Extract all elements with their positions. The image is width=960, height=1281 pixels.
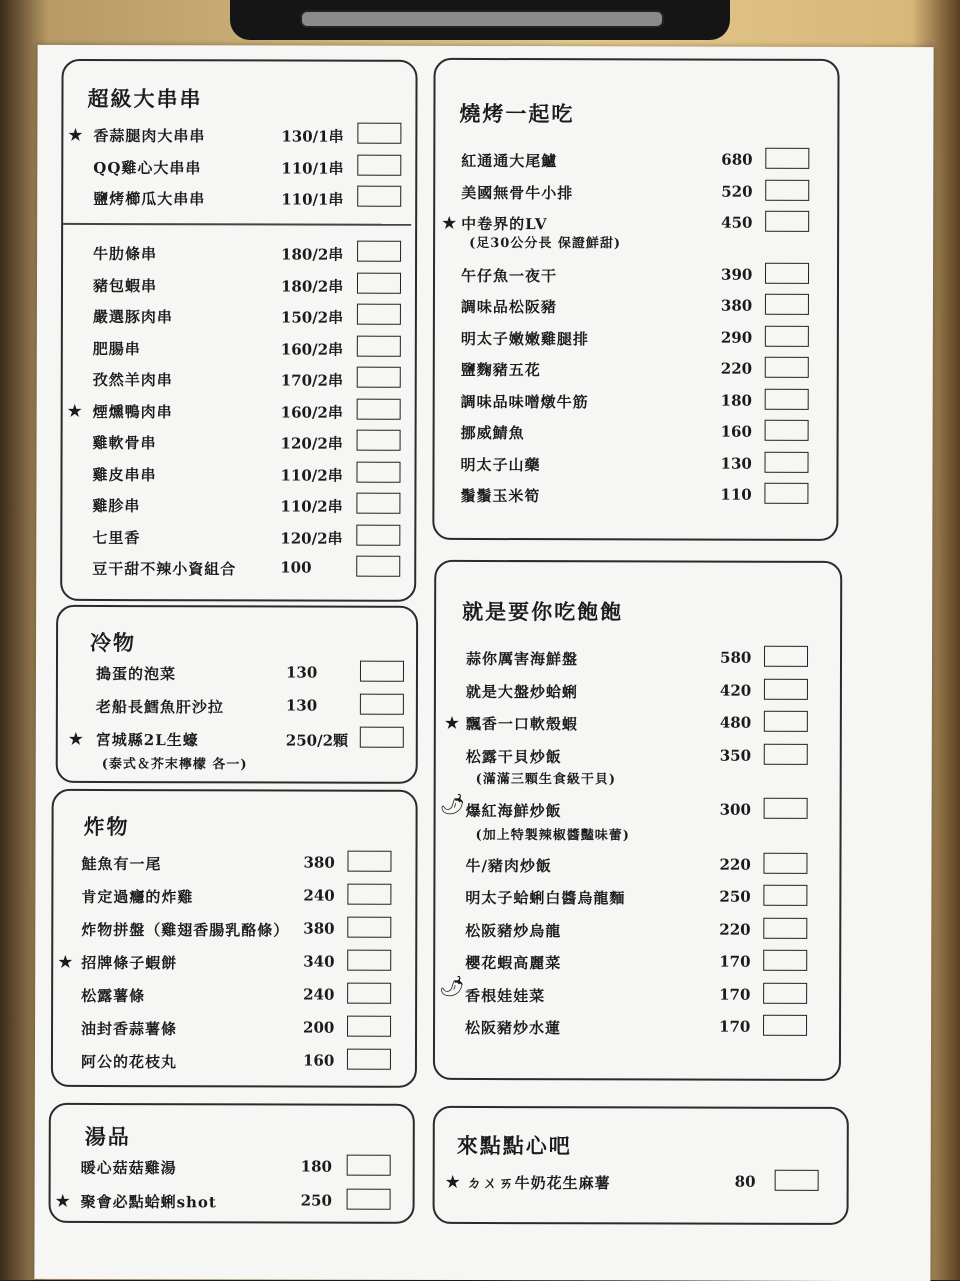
item-name: 肥腸串 [92, 339, 141, 358]
item-price: 180/2串 [280, 276, 344, 296]
order-quantity-box[interactable] [764, 646, 808, 667]
item-price: 130 [720, 454, 752, 473]
item-note: (加上特製辣椒醬豔味蕾) [475, 827, 630, 844]
order-quantity-box[interactable] [360, 727, 404, 748]
menu-item [57, 853, 393, 876]
menu-item [67, 156, 403, 179]
order-quantity-box[interactable] [360, 694, 404, 715]
section-divider [63, 223, 411, 225]
item-name: 孜然羊肉串 [92, 370, 173, 390]
item-price: 80 [734, 1172, 756, 1191]
menu-item [57, 985, 393, 1008]
order-quantity-box[interactable] [763, 950, 807, 971]
order-quantity-box[interactable] [357, 186, 401, 207]
star-icon: ★ [443, 712, 461, 734]
item-price: 180/2串 [281, 245, 344, 264]
item-price: 170 [719, 1017, 751, 1036]
item-price: 240 [303, 985, 335, 1004]
item-price: 220 [719, 920, 751, 939]
order-quantity-box[interactable] [764, 711, 808, 732]
order-quantity-box[interactable] [357, 367, 401, 388]
item-price: 450 [721, 213, 753, 232]
item-price: 180 [720, 391, 753, 410]
menu-item [57, 919, 393, 942]
item-price: 250 [719, 887, 751, 906]
item-name: 搗蛋的泡菜 [95, 664, 177, 684]
item-note: (泰式＆芥末檸檬 各一) [101, 756, 248, 773]
order-quantity-box[interactable] [775, 1170, 819, 1191]
item-name: 爆紅海鮮炒飯 [465, 801, 562, 821]
item-name: 嚴選豚肉串 [92, 307, 173, 327]
item-name: 牛肋條串 [93, 244, 158, 264]
item-name: 肯定過癮的炸雞 [81, 887, 194, 907]
order-quantity-box[interactable] [765, 325, 809, 346]
star-icon: ★ [57, 951, 74, 973]
menu-item [67, 125, 403, 148]
order-quantity-box[interactable] [764, 483, 808, 504]
item-price: 220 [719, 855, 751, 874]
item-price: 130 [285, 696, 318, 715]
order-quantity-box[interactable] [360, 661, 404, 682]
item-name: 油封香蒜薯條 [81, 1019, 178, 1039]
item-price: 100 [280, 558, 312, 577]
item-name: 鮭魚有一尾 [81, 854, 162, 874]
item-note: (足30公分長 保證鮮甜) [469, 235, 622, 252]
item-price: 200 [303, 1018, 335, 1037]
menu-item [443, 919, 809, 942]
menu-item [440, 485, 810, 508]
order-quantity-box[interactable] [357, 398, 401, 419]
menu-item [441, 390, 811, 413]
order-quantity-box[interactable] [347, 1049, 391, 1070]
star-icon: ★ [67, 124, 84, 146]
item-price: 480 [719, 713, 752, 732]
chili-pepper-icon: 🌶 [439, 791, 466, 816]
order-quantity-box[interactable] [763, 982, 807, 1003]
menu-item [55, 1191, 393, 1214]
menu-item [68, 696, 406, 719]
menu-item [444, 745, 810, 768]
star-icon: ★ [66, 400, 83, 422]
order-quantity-box[interactable] [765, 294, 809, 315]
item-price: 110/2串 [280, 497, 343, 516]
item-name: 阿公的花枝丸 [80, 1052, 177, 1072]
item-price: 110/1串 [281, 190, 344, 209]
item-name: 雞軟骨串 [92, 433, 157, 453]
item-name: 暖心菇菇雞湯 [80, 1158, 177, 1178]
item-name: 鹽烤櫛瓜大串串 [93, 189, 206, 209]
star-icon: ★ [441, 212, 458, 234]
menu-item [441, 264, 811, 287]
chili-pepper-icon: 🌶 [439, 973, 465, 998]
item-price: 290 [720, 328, 753, 347]
section-title: 就是要你吃飽飽 [462, 598, 624, 625]
item-price: 180 [300, 1157, 333, 1176]
item-name: 招牌條子蝦餅 [81, 953, 178, 973]
menu-item [68, 729, 406, 752]
menu-item [443, 952, 809, 975]
item-name: QQ雞心大串串 [93, 158, 202, 177]
order-quantity-box[interactable] [357, 272, 401, 293]
menu-item [441, 422, 811, 445]
item-name: 炸物拼盤（雞翅香腸乳酪條） [81, 920, 290, 940]
item-name: 調味品味噌燉牛筋 [460, 392, 589, 411]
item-price: 130 [285, 663, 318, 682]
item-name: 香根娃娃菜 [465, 986, 546, 1005]
item-name: 聚會必點蛤蜊shot [80, 1192, 217, 1212]
item-name: 宮城縣2L生蠔 [95, 730, 199, 750]
menu-item [440, 453, 810, 476]
order-quantity-box[interactable] [347, 1189, 391, 1210]
menu-item [57, 1018, 393, 1041]
order-quantity-box[interactable] [765, 357, 809, 378]
order-quantity-box[interactable] [765, 420, 809, 441]
order-quantity-box[interactable] [765, 451, 809, 472]
item-price: 170 [719, 952, 751, 971]
item-price: 170/2串 [280, 371, 343, 390]
item-name: 明太子蛤蜊白醬烏龍麵 [465, 888, 626, 908]
menu-item [441, 296, 811, 319]
item-price: 110/1串 [281, 158, 344, 178]
item-name: 香蒜腿肉大串串 [93, 126, 206, 146]
star-icon: ★ [67, 728, 84, 750]
item-name: 午仔魚一夜干 [460, 266, 558, 285]
item-price: 130/1串 [281, 127, 344, 146]
item-price: 300 [719, 800, 751, 819]
item-name: 鹽麴豬五花 [460, 360, 541, 380]
item-price: 110 [720, 485, 752, 504]
menu-item [67, 306, 403, 329]
menu-item [67, 400, 403, 423]
item-price: 160/2串 [280, 402, 343, 422]
item-name: 松露薯條 [81, 986, 146, 1006]
item-name: 飄香一口軟殼蝦 [465, 714, 578, 734]
menu-item [66, 558, 402, 581]
section-title: 冷物 [90, 629, 137, 656]
order-quantity-box[interactable] [357, 241, 401, 262]
order-quantity-box[interactable] [356, 461, 400, 482]
order-quantity-box[interactable] [763, 852, 807, 873]
item-name: 煙燻鴨肉串 [92, 402, 173, 421]
item-price: 380 [720, 296, 753, 315]
item-price: 380 [303, 919, 335, 938]
menu-item [66, 526, 402, 549]
item-price: 340 [303, 952, 335, 971]
item-name: 牛/豬肉炒飯 [465, 856, 552, 875]
item-name: ㄉㄨㄞ牛奶花生麻薯 [466, 1173, 611, 1193]
order-quantity-box[interactable] [765, 388, 809, 409]
item-price: 120/2串 [280, 528, 343, 548]
order-quantity-box[interactable] [764, 798, 808, 819]
menu-item [443, 984, 809, 1007]
order-quantity-box[interactable] [765, 211, 809, 232]
order-quantity-box[interactable] [765, 148, 809, 169]
menu-item [441, 213, 811, 236]
menu-item [444, 680, 810, 703]
order-quantity-box[interactable] [764, 743, 808, 764]
item-price: 580 [719, 648, 752, 667]
menu-paper [34, 45, 933, 1281]
order-quantity-box[interactable] [356, 524, 400, 545]
item-price: 520 [721, 182, 753, 201]
order-quantity-box[interactable] [356, 556, 400, 577]
item-name: 櫻花蝦高麗菜 [465, 953, 562, 973]
item-name: 鬚鬚玉米筍 [460, 486, 541, 506]
order-quantity-box[interactable] [347, 851, 391, 872]
menu-item [443, 854, 809, 877]
item-price: 420 [719, 681, 752, 700]
menu-item [441, 181, 811, 204]
order-quantity-box[interactable] [765, 262, 809, 283]
item-name: 中卷界的LV [461, 214, 548, 234]
item-name: 調味品松阪豬 [460, 297, 557, 317]
menu-item [57, 952, 393, 975]
menu-item [68, 663, 406, 686]
order-quantity-box[interactable] [763, 885, 807, 906]
item-price: 160/2串 [280, 339, 344, 359]
item-name: 紅通通大尾鱸 [461, 151, 558, 171]
item-name: 蒜你厲害海鮮盤 [465, 649, 579, 669]
item-name: 明太子山藥 [460, 455, 541, 474]
order-quantity-box[interactable] [357, 304, 401, 325]
section-title: 炸物 [83, 813, 130, 840]
item-price: 110/2串 [280, 465, 343, 485]
order-quantity-box[interactable] [763, 1015, 807, 1036]
item-name: 老船長鱈魚肝沙拉 [95, 697, 224, 717]
order-quantity-box[interactable] [357, 335, 401, 356]
menu-item [444, 713, 810, 736]
item-price: 160 [720, 422, 752, 441]
item-name: 七里香 [92, 528, 141, 547]
menu-item [67, 337, 403, 360]
menu-item [445, 1172, 821, 1195]
menu-item [57, 886, 393, 909]
menu-item [443, 887, 809, 910]
menu-item [67, 188, 403, 211]
order-quantity-box[interactable] [347, 1155, 391, 1176]
section-snack [433, 1106, 849, 1225]
order-quantity-box[interactable] [347, 983, 391, 1004]
item-note: (滿滿三顆生食級干貝) [475, 771, 617, 788]
item-name: 明太子嫩嫩雞腿排 [460, 329, 589, 348]
order-quantity-box[interactable] [357, 430, 401, 451]
menu-item [57, 1051, 393, 1074]
menu-item [444, 648, 810, 671]
item-name: 豆干甜不辣小資組合 [92, 559, 237, 579]
item-price: 680 [721, 150, 753, 169]
menu-item [444, 800, 810, 823]
menu-item [55, 1157, 393, 1180]
order-quantity-box[interactable] [357, 154, 401, 175]
item-price: 120/2串 [280, 434, 343, 453]
item-price: 220 [720, 359, 753, 378]
item-name: 就是大盤炒蛤蜊 [465, 682, 578, 701]
item-price: 250 [300, 1191, 332, 1210]
item-price: 170 [719, 985, 751, 1004]
order-quantity-box[interactable] [356, 493, 400, 514]
item-name: 松阪豬炒烏龍 [465, 921, 562, 940]
menu-item [66, 463, 402, 486]
menu-item [67, 243, 403, 266]
menu-item [66, 495, 402, 518]
item-price: 250/2顆 [285, 731, 349, 750]
order-quantity-box[interactable] [347, 917, 391, 938]
star-icon: ★ [444, 1171, 461, 1193]
order-quantity-box[interactable] [347, 884, 391, 905]
section-title: 燒烤一起吃 [459, 100, 575, 127]
menu-item [441, 327, 811, 350]
item-name: 松露干貝炒飯 [465, 747, 562, 766]
section-title: 湯品 [84, 1123, 131, 1150]
item-price: 390 [720, 265, 753, 284]
order-quantity-box[interactable] [765, 179, 809, 200]
item-price: 150/2串 [280, 308, 344, 327]
clipboard-clip-bar [300, 10, 664, 28]
order-quantity-box[interactable] [763, 917, 807, 938]
order-quantity-box[interactable] [347, 950, 391, 971]
order-quantity-box[interactable] [357, 123, 401, 144]
item-name: 雞皮串串 [92, 465, 157, 484]
order-quantity-box[interactable] [764, 678, 808, 699]
item-price: 240 [303, 886, 335, 905]
item-name: 挪威鯖魚 [460, 423, 525, 443]
item-name: 松阪豬炒水蓮 [465, 1018, 562, 1038]
menu-item [67, 274, 403, 297]
section-title: 超級大串串 [87, 85, 203, 112]
item-name: 美國無骨牛小排 [461, 183, 574, 202]
menu-item [441, 359, 811, 382]
section-title: 來點點心吧 [456, 1132, 572, 1159]
order-quantity-box[interactable] [347, 1016, 391, 1037]
menu-item [67, 432, 403, 455]
item-price: 350 [719, 746, 752, 765]
item-price: 380 [303, 853, 335, 872]
item-name: 雞胗串 [92, 496, 141, 516]
star-icon: ★ [54, 1190, 71, 1212]
item-price: 160 [302, 1051, 335, 1070]
menu-item [441, 150, 811, 173]
item-name: 豬包蝦串 [92, 276, 158, 295]
menu-item [443, 1017, 809, 1040]
menu-item [67, 369, 403, 392]
